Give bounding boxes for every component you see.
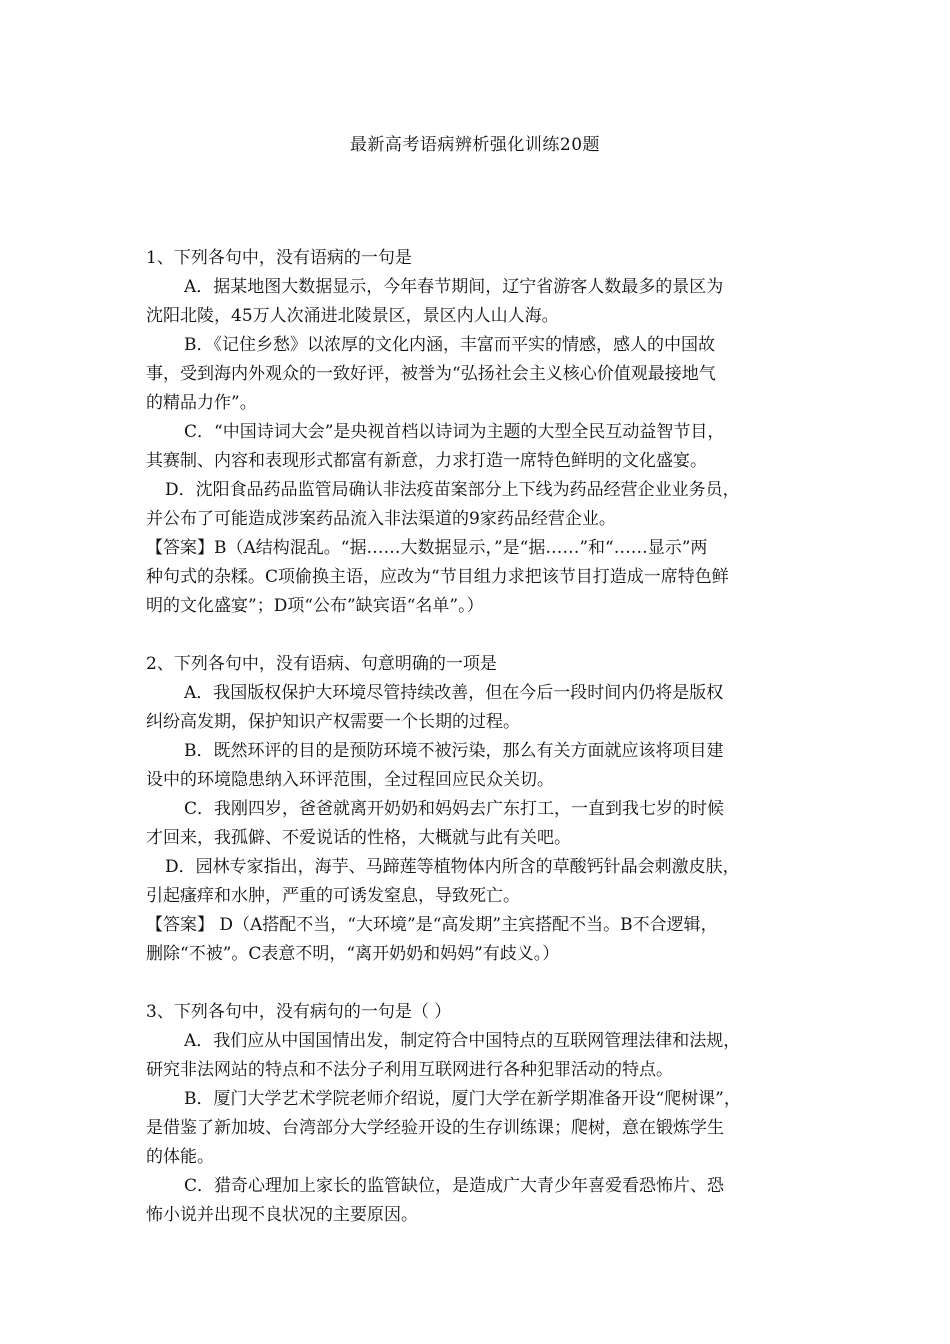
option-line: 是借鉴了新加坡、台湾部分大学经验开设的生存训练课；爬树，意在锻炼学生 [146,1118,724,1138]
option-line: 沈阳北陵，45万人次涌进北陵景区，景区内人山人海。 [146,306,559,326]
option-d [146,476,808,534]
answer [146,534,808,621]
option-line: A．我们应从中国国情出发，制定符合中国特点的互联网管理法律和法规， [184,1031,741,1051]
option-line: 研究非法网站的特点和不法分子利用互联网进行各种犯罪活动的特点。 [146,1060,673,1080]
option-line: 事，受到海内外观众的一致好评，被誉为“弘扬社会主义核心价值观最接地气 [146,364,716,384]
option-c [146,418,808,476]
answer-line: 【答案】 D（A搭配不当，“大环境”是“高发期”主宾搭配不当。B不合逻辑， [146,915,718,935]
option-line: D．园林专家指出，海芋、马蹄莲等植物体内所含的草酸钙针晶会刺激皮肤， [165,857,740,877]
option-c [146,1172,808,1230]
option-line: B．《记住乡愁》以浓厚的文化内涵，丰富而平实的情感，感人的中国故 [184,335,715,355]
question-stem: 2、下列各句中，没有语病、句意明确的一项是 [146,654,497,674]
option-line: 的体能。 [146,1147,214,1167]
answer-line: 【答案】B（A结构混乱。“据……大数据显示，”是“据……”和“……显示”两 [146,538,708,558]
option-line: C．猎奇心理加上家长的监管缺位，是造成广大青少年喜爱看恐怖片、恐 [184,1176,725,1196]
question-1 [146,244,808,621]
option-line: 引起瘙痒和水肿，严重的可诱发窒息，导致死亡。 [146,886,520,906]
answer-line: 明的文化盛宴”；D项“公布”缺宾语“名单”。） [146,596,484,616]
option-b [146,737,808,795]
answer-line: 种句式的杂糅。C项偷换主语，应改为“节目组力求把该节目打造成一席特色鲜 [146,567,729,587]
document-content [146,244,808,1259]
option-b [146,331,808,418]
option-line: 并公布了可能造成涉案药品流入非法渠道的9家药品经营企业。 [146,509,616,529]
option-line: 其赛制、内容和表现形式都富有新意，力求打造一席特色鲜明的文化盛宴。 [146,451,707,471]
document-title: 最新高考语病辨析强化训练20题 [349,135,601,155]
question-stem: 1、下列各句中，没有语病的一句是 [146,248,412,268]
answer [146,911,808,969]
option-d [146,853,808,911]
option-a [146,1027,808,1085]
option-line: B．既然环评的目的是预防环境不被污染，那么有关方面就应该将项目建 [184,741,724,761]
option-line: 怖小说并出现不良状况的主要原因。 [146,1205,418,1225]
option-line: B．厦门大学艺术学院老师介绍说，厦门大学在新学期准备开设“爬树课”， [184,1089,741,1109]
option-c [146,795,808,853]
option-line: 才回来，我孤僻、不爱说话的性格，大概就与此有关吧。 [146,828,571,848]
question-2 [146,650,808,969]
option-b [146,1085,808,1172]
question-3 [146,998,808,1230]
option-a [146,679,808,737]
option-a [146,273,808,331]
option-line: 设中的环境隐患纳入环评范围，全过程回应民众关切。 [146,770,554,790]
option-line: A．据某地图大数据显示，今年春节期间，辽宁省游客人数最多的景区为 [184,277,724,297]
option-line: C．我刚四岁，爸爸就离开奶奶和妈妈去广东打工，一直到我七岁的时候 [184,799,725,819]
option-line: A．我国版权保护大环境尽管持续改善，但在今后一段时间内仍将是版权 [184,683,724,703]
option-line: C．“中国诗词大会”是央视首档以诗词为主题的大型全民互动益智节目， [184,422,725,442]
question-stem: 3、下列各句中，没有病句的一句是（ ） [146,1002,452,1022]
option-line: 纠纷高发期，保护知识产权需要一个长期的过程。 [146,712,520,732]
option-line: D．沈阳食品药品监管局确认非法疫苗案部分上下线为药品经营企业业务员， [165,480,740,500]
answer-line: 删除“不被”。C表意不明，“离开奶奶和妈妈”有歧义。） [146,944,560,964]
option-line: 的精品力作”。 [146,393,257,413]
